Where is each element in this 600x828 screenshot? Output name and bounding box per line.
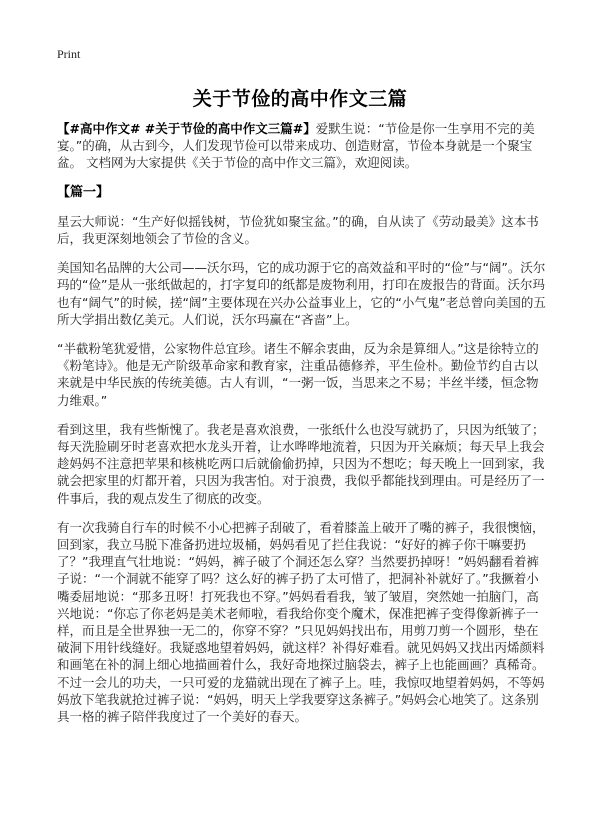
print-link[interactable]: Print	[57, 47, 81, 61]
section-heading: 【篇一】	[57, 184, 110, 200]
page-title: 关于节俭的高中作文三篇	[192, 88, 408, 110]
intro-paragraph	[57, 120, 547, 172]
intro-text: 爱默生说：“节俭是你一生享用不完的美宴。”的确，从古到今，人们发现节俭可以带来成功、创造财富，节俭本身就是一个聚宝盆。 文档网为大家提供《关于节俭的高中作文三篇》，欢迎阅读。	[57, 121, 535, 171]
paragraph-4: 看到这里，我有些惭愧了。我老是喜欢浪费，一张纸什么也没写就扔了，只因为纸皱了；每天洗脸刷牙时老喜欢把水龙头开着，让水哗哗地流着，只因为开关麻烦；每天早上我会趁妈妈不注意把苹果和核桃吃两口后就偷偷扔掉，只因为不想吃；每天晚上一回到家，我就会把家里的灯都开着，只因为我害怕。对于浪费，我似乎都能找到理由。可是经历了一件事后，我的观点发生了彻底的改变。	[57, 421, 545, 506]
paragraph-1: 星云大师说：“生产好似摇钱树，节俭犹如聚宝盆。”的确，自从读了《劳动最美》这本书后，我更深刻地领会了节俭的含义。	[57, 213, 539, 247]
paragraph-5: 有一次我骑自行车的时候不小心把裤子刮破了，看着膝盖上破开了嘴的裤子，我很懊恼，回到家，我立马脱下准备扔进垃圾桶，妈妈看见了拦住我说：“好好的裤子你干嘛要扔了？”我理直气壮地说：“妈妈，裤子破了个洞还怎么穿？当然要扔掉呀！”妈妈翻看着裤子说：“一个洞就不能穿了吗？这么好的裤子扔了太可惜了，把洞补补就好了。”我撅着小嘴委屈地说：“那多丑呀！打死我也不穿。”妈妈看看我，皱了皱眉，突然她一拍脑门，高兴地说：“你忘了你老妈是美术老师啦，看我给你变个魔术，保准把裤子变得像新裤子一样，而且是全世界独一无二的，你穿不穿？”只见妈妈找出布，用剪刀剪一个圆形，垫在破洞下用针线缝好。我疑惑地望着妈妈，就这样？补得好难看。就见妈妈又找出丙烯颜料和画笔在补的洞上细心地描画着什么，我好奇地探过脑袋去，裤子上也能画画？真稀奇。不过一会儿的功夫，一只可爱的龙猫就出现在了裤子上。哇，我惊叹地望着妈妈，不等妈妈放下笔我就抢过裤子说：“妈妈，明天上学我要穿这条裤子。”妈妈会心地笑了。这条别具一格的裤子陪伴我度过了一个美好的春天。	[57, 519, 545, 725]
intro-tag: 【#高中作文# #关于节俭的高中作文三篇#】	[57, 121, 316, 136]
article-body	[57, 120, 547, 737]
paragraph-2: 美国知名品牌的大公司——沃尔玛，它的成功源于它的高效益和平时的“俭”与“阔”。沃尔玛的“俭”是从一张纸做起的，打字复印的纸都是废物利用，打印在废报告的背面。沃尔玛也有“阔气”的时候，搓“阔”主要体现在兴办公益事业上，它的“小气鬼”老总曾向美国的五所大学捐出数亿美元。人们说，沃尔玛赢在“吝啬”上。	[57, 260, 546, 327]
paragraph-3: “半截粉笔犹爱惜，公家物件总宜珍。诸生不解余衷曲，反为余是算细人。”这是徐特立的《粉笔诗》。他是无产阶级革命家和教育家，注重品德修养，平生俭朴。勤俭节约自古以来就是中华民族的传统美德。古人有训，“一粥一饭，当思来之不易；半丝半缕，恒念物力维艰。”	[57, 341, 539, 408]
